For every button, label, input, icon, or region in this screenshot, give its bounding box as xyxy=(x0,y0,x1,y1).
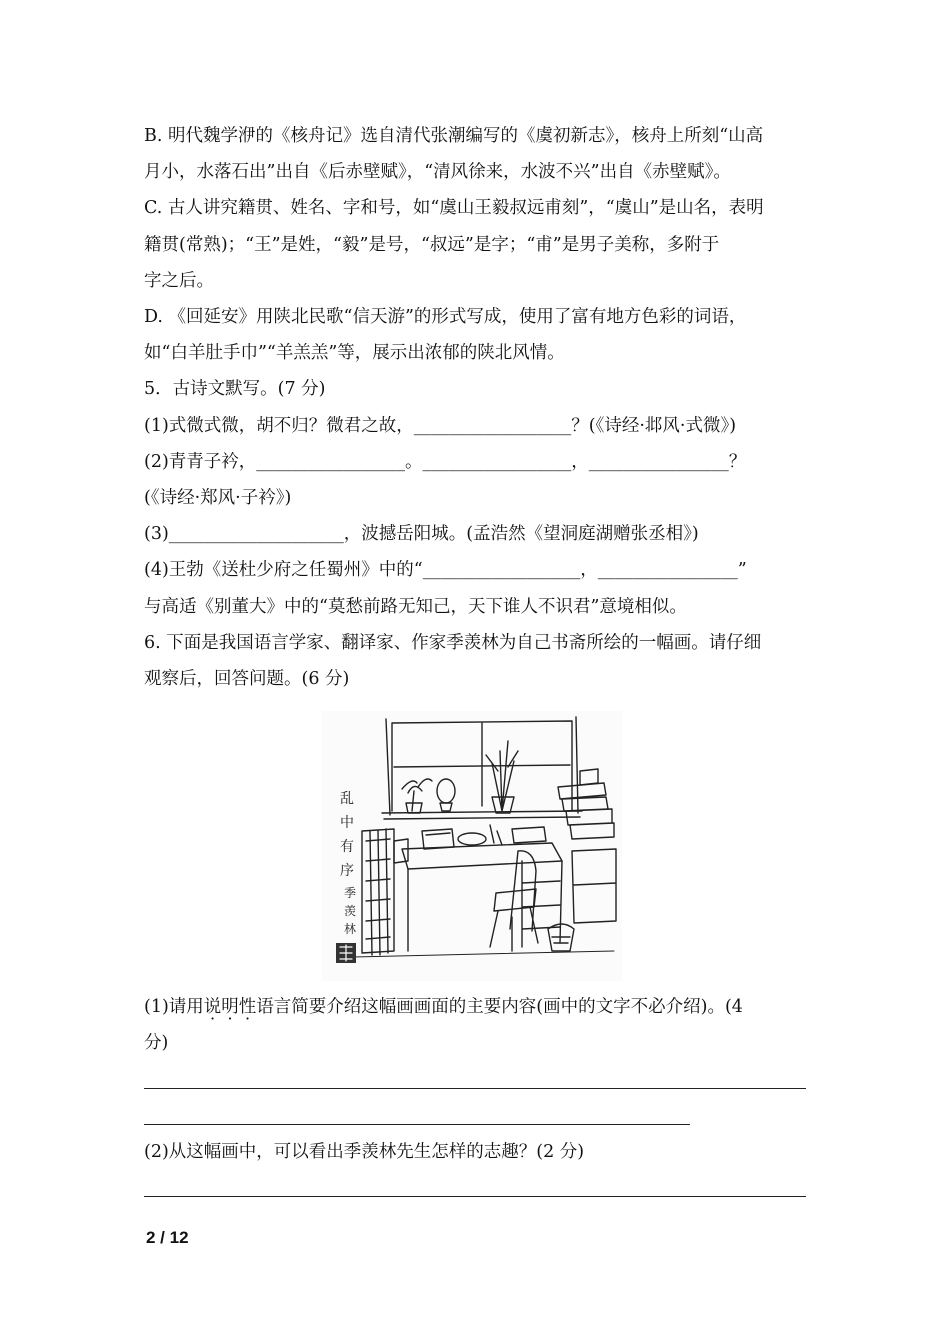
question-5-3: (3)____________________，波撼岳阳城。(孟浩然《望洞庭湖赠张丞相》) xyxy=(144,524,699,545)
question-5-4: (4)王勃《送杜少府之任蜀州》中的“__________________，________________” xyxy=(144,560,747,581)
signature-char: 季 xyxy=(344,886,357,901)
emphasis-char: 明 xyxy=(221,997,239,1018)
question-5-2-source: (《诗经·郑风·子衿》) xyxy=(144,488,292,509)
option-b-line-2: 月小，水落石出”出自《后赤壁赋》，“清风徐来，水波不兴”出自《赤壁赋》。 xyxy=(144,162,731,183)
question-6-2: (2)从这幅画中，可以看出季羡林先生怎样的志趣？(2 分) xyxy=(144,1141,585,1162)
inscription-char: 乱 xyxy=(340,791,354,808)
question-6-1-continued: 分) xyxy=(144,1033,169,1054)
answer-line[interactable] xyxy=(144,1170,808,1206)
study-sketch-figure xyxy=(322,711,622,981)
signature-char: 羡 xyxy=(344,904,357,919)
inscription-char: 中 xyxy=(340,815,354,832)
study-sketch-drawing xyxy=(322,711,622,981)
answer-line[interactable] xyxy=(144,1098,808,1134)
option-d-line-1: D. 《回延安》用陕北民歌“信天游”的形式写成，使用了富有地方色彩的词语， xyxy=(144,307,747,328)
question-5-1: (1)式微式微，胡不归？微君之故，__________________？(《诗经·邶风·式微》) xyxy=(144,415,737,436)
option-c-line-3: 字之后。 xyxy=(144,270,214,291)
inscription-char: 序 xyxy=(340,863,354,880)
question-5-4-continued: 与高适《别董大》中的“莫愁前路无知己，天下谁人不识君”意境相似。 xyxy=(144,596,687,617)
signature-char: 林 xyxy=(344,922,357,937)
inscription-char: 有 xyxy=(340,839,354,856)
question-6-1: (1)请用说明性语言简要介绍这幅画画面的主要内容(画中的文字不必介绍)。(4 xyxy=(144,997,743,1018)
emphasis-char: 性 xyxy=(238,997,257,1018)
question-6-line-2: 观察后，回答问题。(6 分) xyxy=(144,669,350,690)
question-content xyxy=(144,118,808,1206)
page-number: 2 / 12 xyxy=(146,1228,189,1247)
emphasis-char: 说 xyxy=(203,997,222,1018)
question-5-title: 5．古诗文默写。(7 分) xyxy=(144,379,326,400)
answer-line[interactable] xyxy=(144,1062,808,1098)
question-5-2: (2)青青子衿，_________________。_________________，________________？ xyxy=(144,451,747,472)
question-6-line-1: 6. 下面是我国语言学家、翻译家、作家季羡林为自己书斋所绘的一幅画。请仔细 xyxy=(144,632,762,653)
option-d-line-2: 如“白羊肚手巾”“羊羔羔”等，展示出浓郁的陕北风情。 xyxy=(144,343,565,364)
option-c-line-1: C. 古人讲究籍贯、姓名、字和号，如“虞山王毅叔远甫刻”，“虞山”是山名，表明 xyxy=(144,198,764,219)
option-c-line-2: 籍贯(常熟)；“王”是姓，“毅”是号，“叔远”是字；“甫”是男子美称，多附于 xyxy=(144,234,720,255)
option-b-line-1: B. 明代魏学洢的《核舟记》选自清代张潮编写的《虞初新志》，核舟上所刻“山高 xyxy=(144,126,764,146)
